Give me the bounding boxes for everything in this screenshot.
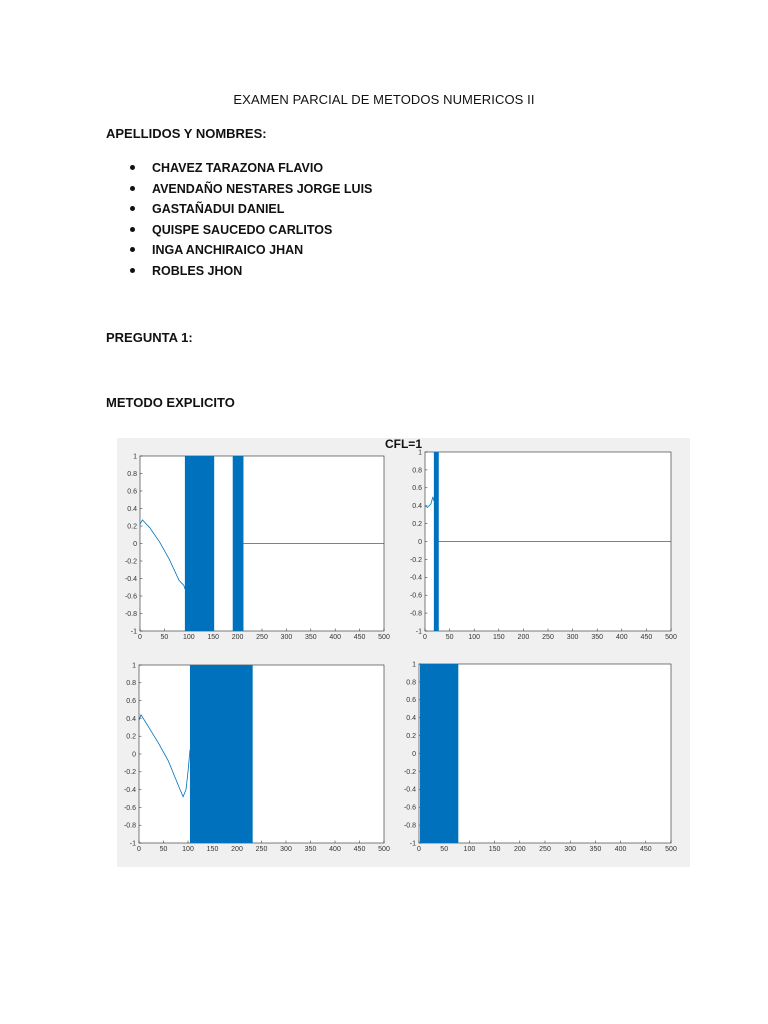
- y-tick-label: -0.6: [409, 592, 422, 600]
- bullet-icon: [130, 165, 135, 170]
- x-tick-label: 400: [614, 846, 627, 853]
- y-tick-label: -1: [130, 628, 137, 636]
- x-tick-label: 300: [280, 846, 292, 853]
- x-tick-label: 200: [513, 846, 526, 853]
- y-tick-label: 1: [412, 661, 416, 669]
- list-item: [126, 158, 372, 179]
- x-tick-label: 300: [280, 634, 293, 641]
- y-tick-label: 0.2: [412, 521, 422, 528]
- subplot-top-right: [410, 449, 677, 641]
- x-tick-label: 450: [639, 846, 652, 853]
- y-tick-label: 0.4: [406, 715, 416, 723]
- list-item: [126, 179, 372, 200]
- y-tick-label: 0.6: [406, 697, 416, 705]
- oscillation-band: [434, 452, 439, 631]
- y-tick-label: 0.2: [126, 733, 136, 741]
- x-tick-label: 0: [417, 846, 421, 853]
- x-tick-label: 500: [665, 846, 677, 853]
- oscillation-band: [420, 664, 458, 843]
- y-tick-label: 0.6: [412, 485, 422, 493]
- x-tick-label: 150: [206, 846, 219, 853]
- x-tick-label: 100: [182, 846, 194, 853]
- author-name: CHAVEZ TARAZONA FLAVIO: [152, 161, 324, 175]
- y-tick-label: 0.8: [127, 470, 137, 478]
- x-tick-label: 400: [329, 634, 342, 641]
- author-name: QUISPE SAUCEDO CARLITOS: [152, 222, 333, 237]
- subplot-top-left: [125, 453, 390, 641]
- y-tick-label: -0.2: [409, 556, 422, 564]
- x-tick-label: 500: [378, 846, 390, 853]
- x-tick-label: 200: [231, 634, 244, 641]
- list-item: [126, 220, 372, 241]
- x-tick-label: 50: [160, 634, 169, 641]
- x-tick-label: 50: [445, 634, 454, 641]
- list-item: [126, 261, 372, 282]
- x-tick-label: 0: [423, 634, 427, 641]
- y-tick-label: 0.4: [127, 505, 137, 513]
- subplot-bottom-right: [404, 661, 677, 853]
- y-tick-label: 0.8: [412, 467, 422, 475]
- oscillation-band: [185, 456, 214, 631]
- x-tick-label: 150: [492, 634, 505, 641]
- y-tick-label: -1: [415, 628, 422, 636]
- authors-list: [126, 158, 372, 282]
- y-tick-label: 0.6: [126, 698, 136, 705]
- x-tick-label: 450: [353, 634, 366, 641]
- y-tick-label: -0.6: [403, 804, 416, 812]
- author-name: ROBLES JHON: [152, 263, 243, 278]
- x-tick-label: 300: [564, 846, 577, 853]
- y-tick-label: 0: [132, 751, 136, 759]
- x-tick-label: 250: [256, 634, 268, 641]
- y-tick-label: -0.4: [124, 575, 137, 583]
- x-tick-label: 400: [329, 846, 341, 853]
- x-tick-label: 50: [159, 846, 168, 853]
- y-tick-label: 1: [132, 662, 136, 670]
- method-label: METODO EXPLICITO: [106, 395, 235, 410]
- y-tick-label: -0.8: [409, 610, 422, 618]
- x-tick-label: 300: [566, 634, 579, 641]
- y-tick-label: -1: [129, 840, 136, 848]
- y-tick-label: -0.6: [124, 593, 137, 601]
- x-tick-label: 350: [304, 846, 317, 853]
- x-tick-label: 0: [137, 846, 141, 853]
- x-tick-label: 200: [517, 634, 530, 641]
- x-tick-label: 0: [138, 634, 142, 641]
- axes-box: [139, 665, 384, 843]
- x-tick-label: 450: [640, 634, 653, 641]
- oscillation-band: [233, 456, 244, 631]
- bullet-icon: [130, 186, 135, 191]
- oscillation-band: [190, 665, 253, 843]
- question-label: PREGUNTA 1:: [106, 330, 193, 345]
- x-tick-label: 450: [353, 846, 366, 853]
- y-tick-label: -0.2: [124, 558, 137, 566]
- bullet-icon: [130, 247, 135, 252]
- y-tick-label: -0.8: [403, 822, 416, 830]
- bullet-icon: [130, 227, 135, 232]
- x-tick-label: 100: [182, 634, 195, 641]
- bullet-icon: [130, 268, 135, 273]
- x-tick-label: 250: [255, 846, 268, 853]
- y-tick-label: 0: [418, 538, 422, 546]
- author-name: AVENDAÑO NESTARES JORGE LUIS: [152, 181, 373, 196]
- authors-label: APELLIDOS Y NOMBRES:: [106, 126, 267, 141]
- x-tick-label: 250: [542, 634, 554, 641]
- list-item: [126, 240, 372, 261]
- y-tick-label: -0.4: [403, 786, 416, 794]
- y-tick-label: -0.4: [409, 574, 422, 582]
- y-tick-label: 1: [133, 453, 137, 461]
- y-tick-label: 0.8: [126, 680, 136, 688]
- y-tick-label: 0: [133, 540, 137, 548]
- y-tick-label: 0.8: [406, 679, 416, 687]
- y-tick-label: -0.8: [124, 610, 137, 618]
- x-tick-label: 350: [591, 634, 604, 641]
- y-tick-label: 0: [412, 750, 416, 758]
- y-tick-label: -0.8: [123, 822, 136, 830]
- list-item: [126, 199, 372, 220]
- figure-panel: [117, 438, 690, 867]
- subplot-bottom-left: [124, 662, 390, 853]
- x-tick-label: 150: [488, 846, 501, 853]
- x-tick-label: 100: [463, 846, 476, 853]
- y-tick-label: 0.2: [127, 523, 137, 531]
- x-tick-label: 200: [231, 846, 243, 853]
- y-tick-label: 0.6: [127, 488, 137, 496]
- bullet-icon: [130, 206, 135, 211]
- y-tick-label: -0.6: [123, 804, 136, 812]
- figure-canvas: [117, 438, 690, 867]
- x-tick-label: 150: [207, 634, 220, 641]
- figure-title: CFL=1: [384, 437, 422, 451]
- y-tick-label: 0.4: [126, 715, 136, 723]
- x-tick-label: 500: [665, 634, 677, 641]
- y-tick-label: -1: [409, 840, 416, 848]
- x-tick-label: 100: [468, 634, 481, 641]
- y-tick-label: -0.2: [403, 768, 416, 776]
- author-name: INGA ANCHIRAICO JHAN: [152, 243, 304, 258]
- document-title: EXAMEN PARCIAL DE METODOS NUMERICOS II: [233, 92, 535, 107]
- x-tick-label: 50: [440, 846, 449, 853]
- x-tick-label: 350: [304, 634, 317, 641]
- y-tick-label: -0.2: [123, 769, 136, 777]
- y-tick-label: 0.2: [406, 733, 416, 740]
- x-tick-label: 350: [589, 846, 602, 853]
- y-tick-label: 0.4: [412, 503, 422, 511]
- author-name: GASTAÑADUI DANIEL: [152, 202, 285, 217]
- y-tick-label: -0.4: [123, 787, 136, 794]
- y-tick-label: 1: [418, 449, 422, 457]
- x-tick-label: 500: [378, 634, 390, 641]
- x-tick-label: 250: [539, 846, 551, 853]
- x-tick-label: 400: [615, 634, 628, 641]
